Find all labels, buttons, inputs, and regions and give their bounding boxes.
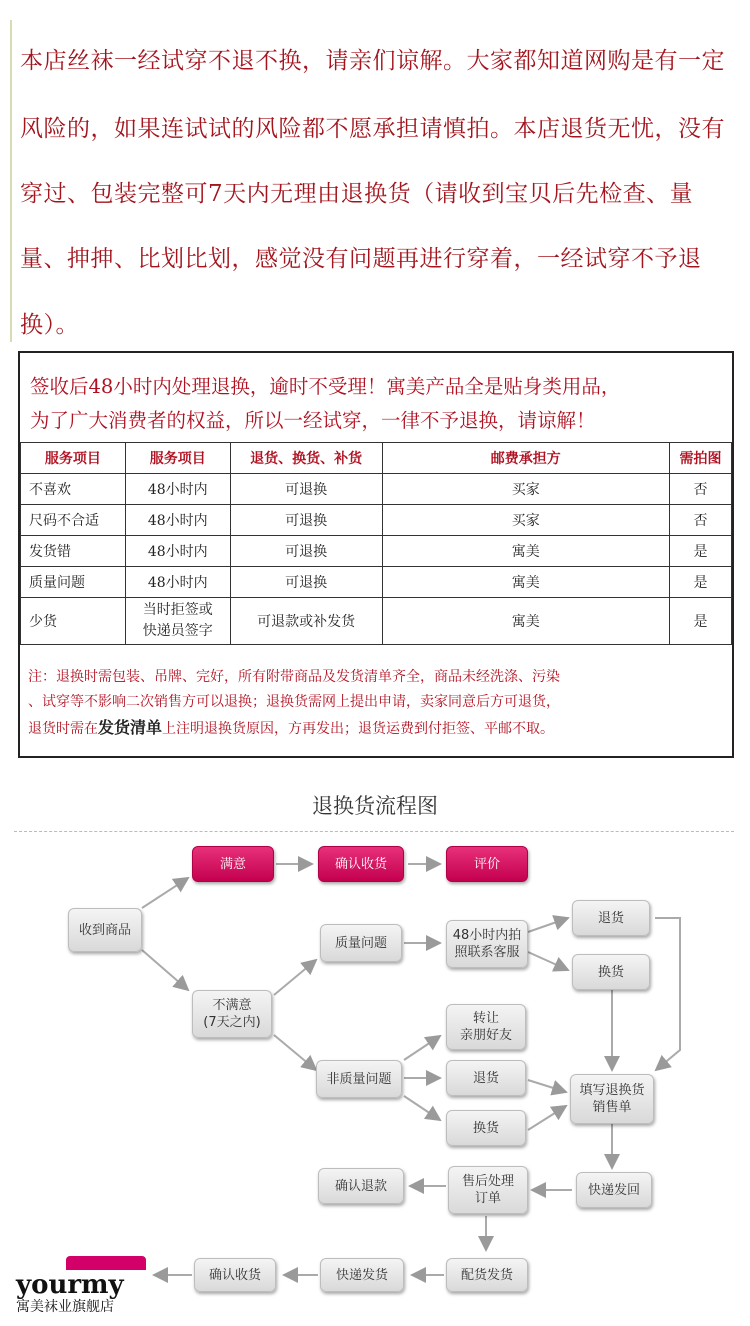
arrow-unsatisfied-to-nonquality (274, 1035, 316, 1070)
node-exchange-mid: 换货 (446, 1110, 526, 1146)
arrow-exchange-to-form (528, 1106, 566, 1130)
notice-line-2: 风险的，如果连试试的风险都不愿承担请慎拍。本店退货无忧，没有 (20, 116, 725, 142)
arrow-received-to-satisfied (142, 878, 188, 908)
arrow-unsatisfied-to-quality (274, 960, 316, 995)
table-cell: 寓美 (382, 536, 670, 567)
node-quality-issue: 质量问题 (320, 924, 402, 962)
table-cell: 发货错 (21, 536, 126, 567)
return-policy-notice (0, 0, 750, 345)
table-header: 需拍图 (670, 443, 732, 474)
policy-note-line-1: 注：退换时需包装、吊牌、完好，所有附带商品及发货清单齐全，商品未经洗涤、污染 (28, 669, 560, 685)
table-cell: 可退换 (230, 505, 382, 536)
table-cell-line: 当时拒签或 (142, 602, 213, 618)
table-cell: 48小时内 (125, 505, 230, 536)
table-cell: 不喜欢 (21, 474, 126, 505)
table-cell: 是 (670, 567, 732, 598)
table-row (21, 536, 732, 567)
table-row (21, 505, 732, 536)
node-fill-form (570, 1074, 654, 1124)
node-return-top: 退货 (572, 900, 650, 936)
table-cell: 是 (670, 536, 732, 567)
table-cell: 可退款或补发货 (230, 598, 382, 645)
store-name: 寓美袜业旗舰店 (16, 1299, 114, 1315)
notice-line-3: 穿过、包装完整可7天内无理由退换货（请收到宝贝后先检查、量 (20, 181, 694, 207)
table-cell: 质量问题 (21, 567, 126, 598)
table-cell: 48小时内 (125, 536, 230, 567)
policy-headline-2: 为了广大消费者的权益，所以一经试穿，一律不予退换，请谅解！ (30, 409, 596, 432)
node-non-quality: 非质量问题 (316, 1060, 402, 1098)
node-text: 订单 (474, 1191, 501, 1206)
node-return-mid: 退货 (446, 1060, 526, 1096)
node-confirm-refund: 确认退款 (318, 1168, 404, 1204)
node-text: 48小时内拍 (452, 928, 522, 943)
policy-table-box (18, 351, 734, 758)
note-text: 上注明退换货原因，方再发出；退货运费到付拒签、平邮不取。 (162, 721, 555, 737)
notice-line-5: 换）。 (20, 312, 79, 338)
node-exchange-top: 换货 (572, 954, 650, 990)
node-satisfied: 满意 (192, 846, 274, 882)
node-text: 亲朋好友 (459, 1028, 512, 1043)
brand-logo: yourmy (16, 1270, 124, 1300)
arrow-nonquality-to-transfer (404, 1036, 440, 1060)
table-cell: 可退换 (230, 567, 382, 598)
node-review: 评价 (446, 846, 528, 882)
node-dispatch: 配货发货 (446, 1258, 528, 1292)
table-cell: 可退换 (230, 536, 382, 567)
table-cell: 48小时内 (125, 474, 230, 505)
policy-notes (28, 665, 728, 742)
node-confirm-receipt-top: 确认收货 (318, 846, 404, 882)
arrow-return-to-form-v (655, 918, 680, 1070)
table-header: 服务项目 (125, 443, 230, 474)
table-cell-line: 快递员签字 (142, 623, 213, 639)
node-text: 转让 (472, 1011, 499, 1026)
table-cell: 否 (670, 474, 732, 505)
table-cell: 寓美 (382, 567, 670, 598)
node-confirm-receipt-bottom: 确认收货 (194, 1258, 276, 1292)
arrow-photo-to-exchange (528, 952, 568, 970)
table-row (21, 474, 732, 505)
table-cell: 否 (670, 505, 732, 536)
note-text: 退货时需在 (28, 721, 98, 737)
table-header: 退货、换货、补货 (230, 443, 382, 474)
table-row (21, 567, 732, 598)
table-cell: 少货 (21, 598, 126, 645)
node-text: 填写退换货 (579, 1083, 645, 1098)
node-text: 照联系客服 (454, 945, 520, 960)
notice-side-bar (10, 20, 12, 342)
arrow-photo-to-return (528, 918, 568, 932)
table-cell: 48小时内 (125, 567, 230, 598)
node-text: 销售单 (592, 1100, 632, 1115)
shipping-list-emphasis: 发货清单 (98, 718, 163, 737)
policy-headline-1: 签收后48小时内处理退换，逾时不受理！寓美产品全是贴身类用品， (30, 375, 621, 398)
table-header-row (21, 443, 732, 474)
table-header: 邮费承担方 (382, 443, 670, 474)
arrow-received-to-unsatisfied (142, 950, 188, 990)
node-after-sales (448, 1166, 528, 1214)
table-cell: 是 (670, 598, 732, 645)
table-row (21, 598, 732, 645)
node-48h-photo (446, 920, 528, 968)
arrow-return-to-form (528, 1080, 566, 1092)
pink-node-stub (66, 1256, 146, 1270)
table-cell: 寓美 (382, 598, 670, 645)
notice-line-4: 量、抻抻、比划比划，感觉没有问题再进行穿着，一经试穿不予退 (20, 246, 702, 272)
node-received: 收到商品 (68, 908, 142, 952)
node-express-return: 快递发回 (576, 1172, 652, 1208)
node-transfer (446, 1004, 526, 1050)
flowchart-title: 退换货流程图 (312, 794, 438, 818)
table-cell (125, 598, 230, 645)
node-express-ship: 快递发货 (320, 1258, 404, 1292)
policy-note-line-3 (28, 715, 728, 742)
store-brand (16, 1270, 124, 1316)
table-header: 服务项目 (21, 443, 126, 474)
service-table (20, 442, 732, 645)
table-cell: 尺码不合适 (21, 505, 126, 536)
arrow-nonquality-to-exchange (404, 1096, 440, 1120)
node-unsatisfied (192, 990, 272, 1038)
table-cell: 可退换 (230, 474, 382, 505)
node-text: (7天之内) (203, 1015, 261, 1030)
node-text: 不满意 (212, 998, 252, 1013)
table-cell: 买家 (382, 474, 670, 505)
policy-note-line-2: 、试穿等不影响二次销售方可以退换；退换货需网上提出申请，卖家同意后方可退货， (28, 694, 560, 710)
table-cell: 买家 (382, 505, 670, 536)
notice-line-1: 本店丝袜一经试穿不退不换，请亲们谅解。大家都知道网购是有一定 (20, 48, 725, 74)
node-text: 售后处理 (461, 1174, 514, 1189)
return-exchange-flowchart (0, 780, 750, 1326)
